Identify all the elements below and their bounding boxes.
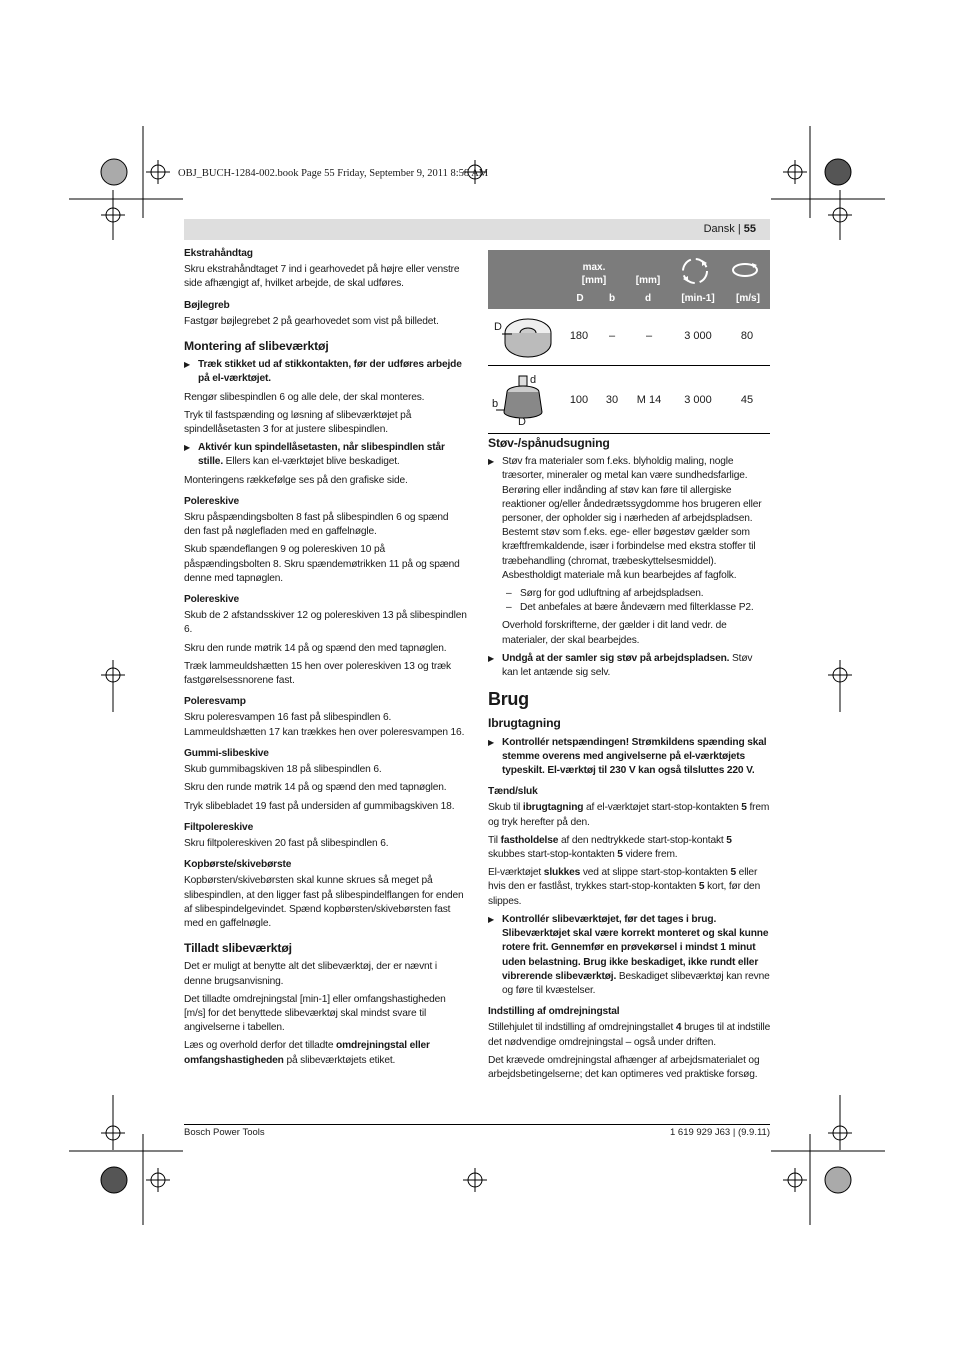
warning-bullet: ▶ Kontrollér slibeværktøjet, før det tages i brug. Slibeværktøjet skal være korrekt monteret og skal kunne rotere frit. Gennemfør en prøvekørsel i mindst 1 minut uden belastning. Brug ikke beskadiget, ikke rundt eller vibrerende slibeværktøj. Beskadiget slibeværktøj kan revne og føre til kvæstelser. xyxy=(488,913,771,998)
paragraph: Skub de 2 afstandsskiver 12 og polereskiven 13 på slibespindlen 6. xyxy=(184,610,467,636)
paragraph: Det er muligt at benytte alt det slibeværktøj, der er nævnt i denne brugsanvisning. xyxy=(184,961,438,987)
circumference-speed-icon xyxy=(730,260,760,280)
section-title: Indstilling af omdrejningstal xyxy=(488,1006,620,1018)
section-heading: Ibrugtagning xyxy=(488,716,561,731)
paragraph: Skru poleresvampen 16 fast på slibespindlen 6. Lammeuldshætten 17 kan trækkes hen over poleresvampen 16. xyxy=(184,712,465,738)
footer-brand: Bosch Power Tools xyxy=(184,1127,265,1138)
header-language-page: Dansk | 55 xyxy=(703,223,756,235)
section-heading: Montering af slibeværktøj xyxy=(184,339,329,354)
section-title: Polereskive xyxy=(184,594,239,606)
paragraph: Kopbørsten/skivebørsten skal kunne skrues så meget på slibespindlen, at den ligger fast på slibespindelflangen for enden af slibespindelgevindet. Spænd kopbørsten/skivebørsten fast med en gaffelnøgle. xyxy=(184,875,464,929)
page-header xyxy=(184,219,770,240)
section-title: Gummi-slibeskive xyxy=(184,747,269,759)
chapter-heading: Brug xyxy=(488,689,529,710)
paragraph: Skru filtpolereskiven 20 fast på slibespindlen 6. xyxy=(184,837,389,849)
polishing-disc-image xyxy=(502,313,554,363)
paragraph: Fastgør bøjlegrebet 2 på gearhovedet som vist på billedet. xyxy=(184,315,439,327)
warning-bullet: ▶ Aktivér kun spindellåsetasten, når slibespindlen står stille. Ellers kan el-værktøjet blive beskadiget. xyxy=(184,441,467,469)
paragraph: Skub til ibrugtagning af el-værktøjet start-stop-kontakten 5 frem og tryk herefter på den. xyxy=(488,802,770,828)
rotation-speed-icon xyxy=(678,254,712,288)
table-header: max. [mm] [mm] D b d [min-1] [m/s] xyxy=(488,250,770,309)
paragraph: Tryk til fastspænding og løsning af slibeværktøjet på spindellåsetasten 3 for at justere slibespindlen. xyxy=(184,409,412,436)
paragraph: Overhold forskrifterne, der gælder i dit land vedr. de materialer, der skal bearbejdes. xyxy=(502,620,727,646)
section-title: Polereskive xyxy=(184,495,239,507)
warning-bullet: ▶ Støv fra materialer som f.eks. blyholdig maling, nogle træsorter, mineraler og metal kan være sundhedsfarlige. Berøring eller indånding af støv kan føre til allergiske reaktioner og/eller åndedrætssygdomme hos brugeren eller personer, der opholder sig i nærheden af arbejdspladsen. Bestemt støv som f.eks. ege- eller bøgestøv gælder som kræftfremkaldende, især i forbindelse med ekstra stoffer til træbehandling (chromat, træbeskyttelsesmiddel). Asbestholdigt materiale må kun bearbejdes af fagfolk. xyxy=(488,455,771,583)
section-heading: Tilladt slibeværktøj xyxy=(184,941,292,956)
table-row: d b D 100 30 M 14 3 000 45 xyxy=(488,365,770,434)
table-row: D 180 – – 3 000 80 xyxy=(488,309,770,366)
warning-bullet: ▶ Kontrollér netspændingen! Strømkildens spænding skal stemme overens med angivelserne på el-værktøjets typeskilt. El-værktøj til 230 V kan også tilsluttes 220 V. xyxy=(488,736,771,779)
paragraph: El-værktøjet slukkes ved at slippe start-stop-kontakten 5 eller hvis den er fastlåst, trykkes start-stop-kontakten 5 kort, før den slippes. xyxy=(488,867,761,907)
paragraph: Læs og overhold derfor det tilladte omdrejningstal eller omfangshastigheden på slibeværktøjets etiket. xyxy=(184,1040,430,1066)
tool-spec-table xyxy=(488,250,770,434)
paragraph: Det tilladte omdrejningstal [min-1] eller omfangshastigheden [m/s] for det benyttede slibeværktøj skal mindst svare til angivelserne i tabellen. xyxy=(184,993,446,1034)
paragraph: Skru ekstrahåndtaget 7 ind i gearhovedet på højre eller venstre side afhængigt af, hvilket arbejde, de skal udføres. xyxy=(184,264,460,290)
section-heading: Støv-/spånudsugning xyxy=(488,436,610,450)
footer-doc-number: 1 619 929 J63 | (9.9.11) xyxy=(669,1127,770,1138)
paragraph: Stillehjulet til indstilling af omdrejningstallet 4 bruges til at indstille det nødvendige omdrejningstal – også under driften. xyxy=(488,1022,771,1048)
paragraph: Det krævede omdrejningstal afhænger af arbejdsmaterialet og arbejdsbetingelserne; det kan optimeres ved praktiske forsøg. xyxy=(488,1054,760,1080)
section-title: Filtpolereskive xyxy=(184,821,254,833)
page-number: 55 xyxy=(743,223,756,235)
paragraph: Til fastholdelse af den nedtrykkede start-stop-kontakt 5 skubbes start-stop-kontakten 5 videre frem. xyxy=(488,834,732,861)
paragraph: Skru påspændingsbolten 8 fast på slibespindlen 6 og spænd den fast på nøglefladen med en gaffelnøgle. xyxy=(184,512,449,538)
warning-bullet: ▶ Træk stikket ud af stikkontakten, før der udføres arbejde på el-værktøjet. xyxy=(184,358,467,386)
paragraph: Skub gummibagskiven 18 på slibespindlen 6. xyxy=(184,764,382,776)
paragraph: Skru den runde møtrik 14 på og spænd den med tapnøglen. xyxy=(184,782,447,794)
paragraph: Monteringens rækkefølge ses på den grafiske side. xyxy=(184,474,408,486)
left-column xyxy=(184,247,467,1072)
paragraph: Tryk slibebladet 19 fast på undersiden af gummibagskiven 18. xyxy=(184,800,455,812)
dash-item: – Sørg for god udluftning af arbejdspladsen. xyxy=(488,587,771,601)
section-title: Tænd/sluk xyxy=(488,786,538,798)
print-info-line: OBJ_BUCH-1284-002.book Page 55 Friday, September 9, 2011 8:58 AM xyxy=(178,168,489,179)
paragraph: Træk lammeuldshætten 15 hen over polereskiven 13 og træk fastgørelsessnorene fast. xyxy=(184,660,451,687)
paragraph: Rengør slibespindlen 6 og alle dele, der skal monteres. xyxy=(184,391,425,403)
section-title: Bøjlegreb xyxy=(184,299,230,311)
section-title: Ekstrahåndtag xyxy=(184,248,253,259)
warning-bullet: ▶ Undgå at der samler sig støv på arbejdspladsen. Støv kan let antænde sig selv. xyxy=(488,652,771,680)
dash-item: – Det anbefales at bære åndeværn med filterklasse P2. xyxy=(488,601,771,615)
section-title: Kopbørste/skivebørste xyxy=(184,859,292,871)
paragraph: Skru den runde møtrik 14 på og spænd den med tapnøglen. xyxy=(184,642,447,654)
header-language: Dansk xyxy=(703,223,735,235)
right-column xyxy=(488,436,771,1086)
section-title: Poleresvamp xyxy=(184,696,246,708)
footer-rule xyxy=(184,1124,770,1125)
paragraph: Skub spændeflangen 9 og polereskiven 10 på påspændingsbolten 8. Skru spændemøtrikken 11 på og spænd denne med tapnøglen. xyxy=(184,544,460,584)
